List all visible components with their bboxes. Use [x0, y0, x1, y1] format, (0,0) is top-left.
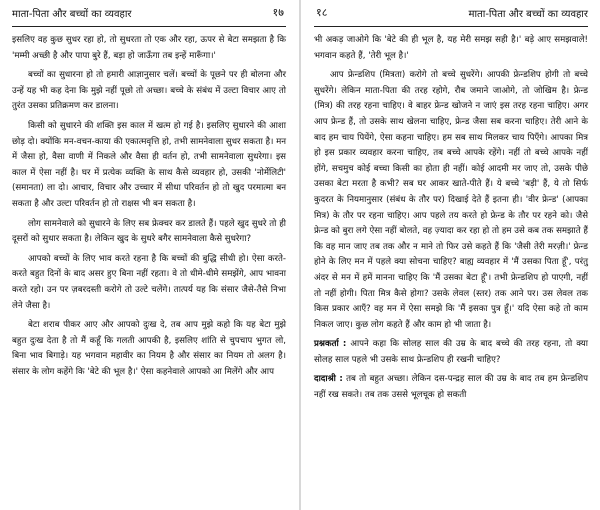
question-label: प्रश्नकर्ता : [314, 339, 347, 350]
paragraph: बेटा शराब पीकर आए और आपको दुःख दे, तब आप मुझे कहो कि यह बेटा मुझे बहुत दुःख देता है तो मैं कहूँ कि गलती आपकी है, इसलिए शांति से चुपचाप भुगत लो, बिना भाव बिगाड़े। यह भगवान महावीर का नियम है और संसार का नियम तो अलग है। संसार के लोग कहेंगे कि 'बेटे की भूल है।' ऐसा कहनेवाले आपको आ मिलेंगे और आप [12, 320, 286, 377]
left-page-header [12, 0, 286, 26]
paragraph: लोग सामनेवाले को सुधारने के लिए सब फ्रेक्चर कर डालते हैं। पहले खुद सुधरे तो ही दूसरों को सुधार सकता है। लेकिन खुद के सुधरे बगैर सामनेवाला कैसे सुधरेगा? [12, 218, 286, 245]
running-title: माता-पिता और बच्चों का व्यवहार [12, 9, 132, 20]
right-page [300, 0, 600, 510]
paragraph: आप फ्रेन्डशिप (मित्रता) करोगे तो बच्चे सुधरेंगे। आपकी फ्रेन्डशिप होगी तो बच्चे सुधरेंगे। लेकिन माता-पिता की तरह रहोगे, रौब जमाने जाओगे, तो जोखिम है। फ्रेन्ड (मित्र) की तरह रहना चाहिए। वे बाहर फ्रेन्ड खोजने न जाएं इस तरह रहना चाहिए। अगर आप फ्रेन्ड हैं, तो उसके साथ खेलना चाहिए, फ्रेन्ड जैसा सब करना चाहिए। तेरी आने के बाद हम चाय पियेंगे, ऐसा कहना चाहिए। हम सब साथ मिलकर चाय पिएँगे। आपका मित्र हो इस प्रकार व्यवहार करना चाहिए, तब बच्चे आपके रहेंगे। नहीं तो बच्चे आपके नहीं होंगे, सचमुच कोई बच्चा किसी का होता ही नहीं। कोई आदमी मर जाए तो, उसके पीछे उसका बेटा मरता है कभी? सब घर आकर खाते-पीते हैं। ये बच्चे 'बड़ी' हैं, ये तो सिर्फ कुदरत के नियमानुसार (संबंध के तौर पर) दिखाई देते हैं इतना ही। 'वीर फ्रेन्ड' (आपका मित्र) के तौर पर रहना चाहिए। आप पहले तय करते हो फ्रेन्ड के तौर पर रहने को। जैसे फ्रेन्ड को बुरा लगे ऐसा नहीं बोलते, वह ज़्यादा कर रहा हो तो हम उसे कब तक समझाते हैं कि वह मान जाए तब तक और न माने तो फिर उसे कहते हैं कि 'जैसी तेरी मरज़ी।' फ्रेन्ड होने के लिए मन में पहले क्या सोचना चाहिए? बाह्य व्यवहार में 'मैं उसका पिता हूँ', परंतु अंदर से मन में हमें मानना चाहिए कि 'मैं उसका बेटा हूँ'। तभी फ्रेन्डशिप हो पाएगी, नहीं तो नहीं होगी। पिता मित्र कैसे होगा? उसके लेवल (स्तर) तक आने पर। उस लेवल तक किस प्रकार आएँ? वह मन में ऐसा समझे कि 'मैं इसका पुत्र हूँ।' यदि ऐसा कहे तो काम निकल जाए। कुछ लोग कहते हैं और काम हो भी जाता है। [314, 70, 588, 330]
header-rule [12, 26, 286, 27]
right-page-body [314, 33, 588, 404]
paragraph: बच्चों का सुधारना हो तो हमारी आज्ञानुसार चलें। बच्चों के पूछने पर ही बोलना और उन्हें यह भी कह देना कि मुझे नहीं पूछो तो अच्छा। बच्चे के संबंध में उल्टा विचार आए तो तुरंत उसका प्रतिक्रमण कर डालना। [12, 70, 286, 112]
answer-text: तब तो बहुत अच्छा। लेकिन दस-पन्द्रह साल की उम्र के बाद तब हम फ्रेन्डशिप नहीं रख सकते। तब तक उससे भूलचूक हो सकती [314, 374, 588, 401]
question-paragraph [314, 337, 588, 368]
paragraph: भी अकड़ जाओगे कि 'बेटे की ही भूल है, यह मेरी समझ सही है।' बड़े आए समझवाले! भगवान कहते हैं, 'तेरी भूल है।' [314, 35, 588, 61]
paragraph: किसी को सुधारने की शक्ति इस काल में खत्म हो गई है। इसलिए सुधारने की आशा छोड़ दो। क्योंकि मन-वचन-काया की एकात्मवृत्ति हो, तभी सामनेवाला सुधर सकता है। मन में जैसा हो, वैसा वाणी में निकले और वैसा ही वर्तन हो, तभी सामनेवाला सुधरेगा। इस काल में ऐसा नहीं है। घर में प्रत्येक व्यक्ति के साथ कैसे व्यवहार हो, उसकी 'नोर्मेलिटी' (समानता) ला दो। आचार, विचार और उच्चार में सीधा परिवर्तन हो तो खुद परमात्मा बन सकता है और उल्टा परिवर्तन हो तो राक्षस भी बन सकता है। [12, 120, 286, 209]
question-text: आपने कहा कि सोलह साल की उम्र के बाद बच्चे की तरह रहना, तो क्या सोलह साल पहले भी उसके साथ फ्रेन्डशिप ही रखनी चाहिए? [314, 339, 589, 365]
left-page-body [12, 33, 286, 380]
right-page-header [314, 0, 588, 26]
page-number: १७ [272, 6, 284, 19]
running-title: माता-पिता और बच्चों का व्यवहार [468, 9, 588, 20]
page-number: १८ [316, 6, 328, 19]
header-rule [314, 26, 588, 27]
paragraph: आपको बच्चों के लिए भाव करते रहना है कि बच्चों की बुद्धि सीधी हो। ऐसा करते-करते बहुत दिनों के बाद असर हुए बिना नहीं रहता। वे तो धीमे-धीमे समझेंगे, आप भावना करते रहो। उन पर ज़बरदस्ती करोगे तो उल्टे चलेंगे। तात्पर्य यह कि संसार जैसे-तैसे निभा लेने जैसा है। [12, 253, 286, 311]
answer-label: दादाश्री : [314, 374, 343, 385]
paragraph: इसलिए वह कुछ सुधर रहा हो, तो सुधरता तो एक और रहा, ऊपर से बेटा समझता है कि 'मम्मी अच्छी है और पापा बुरे हैं, बड़ा हो जाऊँगा तब इन्हें मारूँगा।' [12, 35, 286, 61]
answer-paragraph [314, 372, 588, 403]
